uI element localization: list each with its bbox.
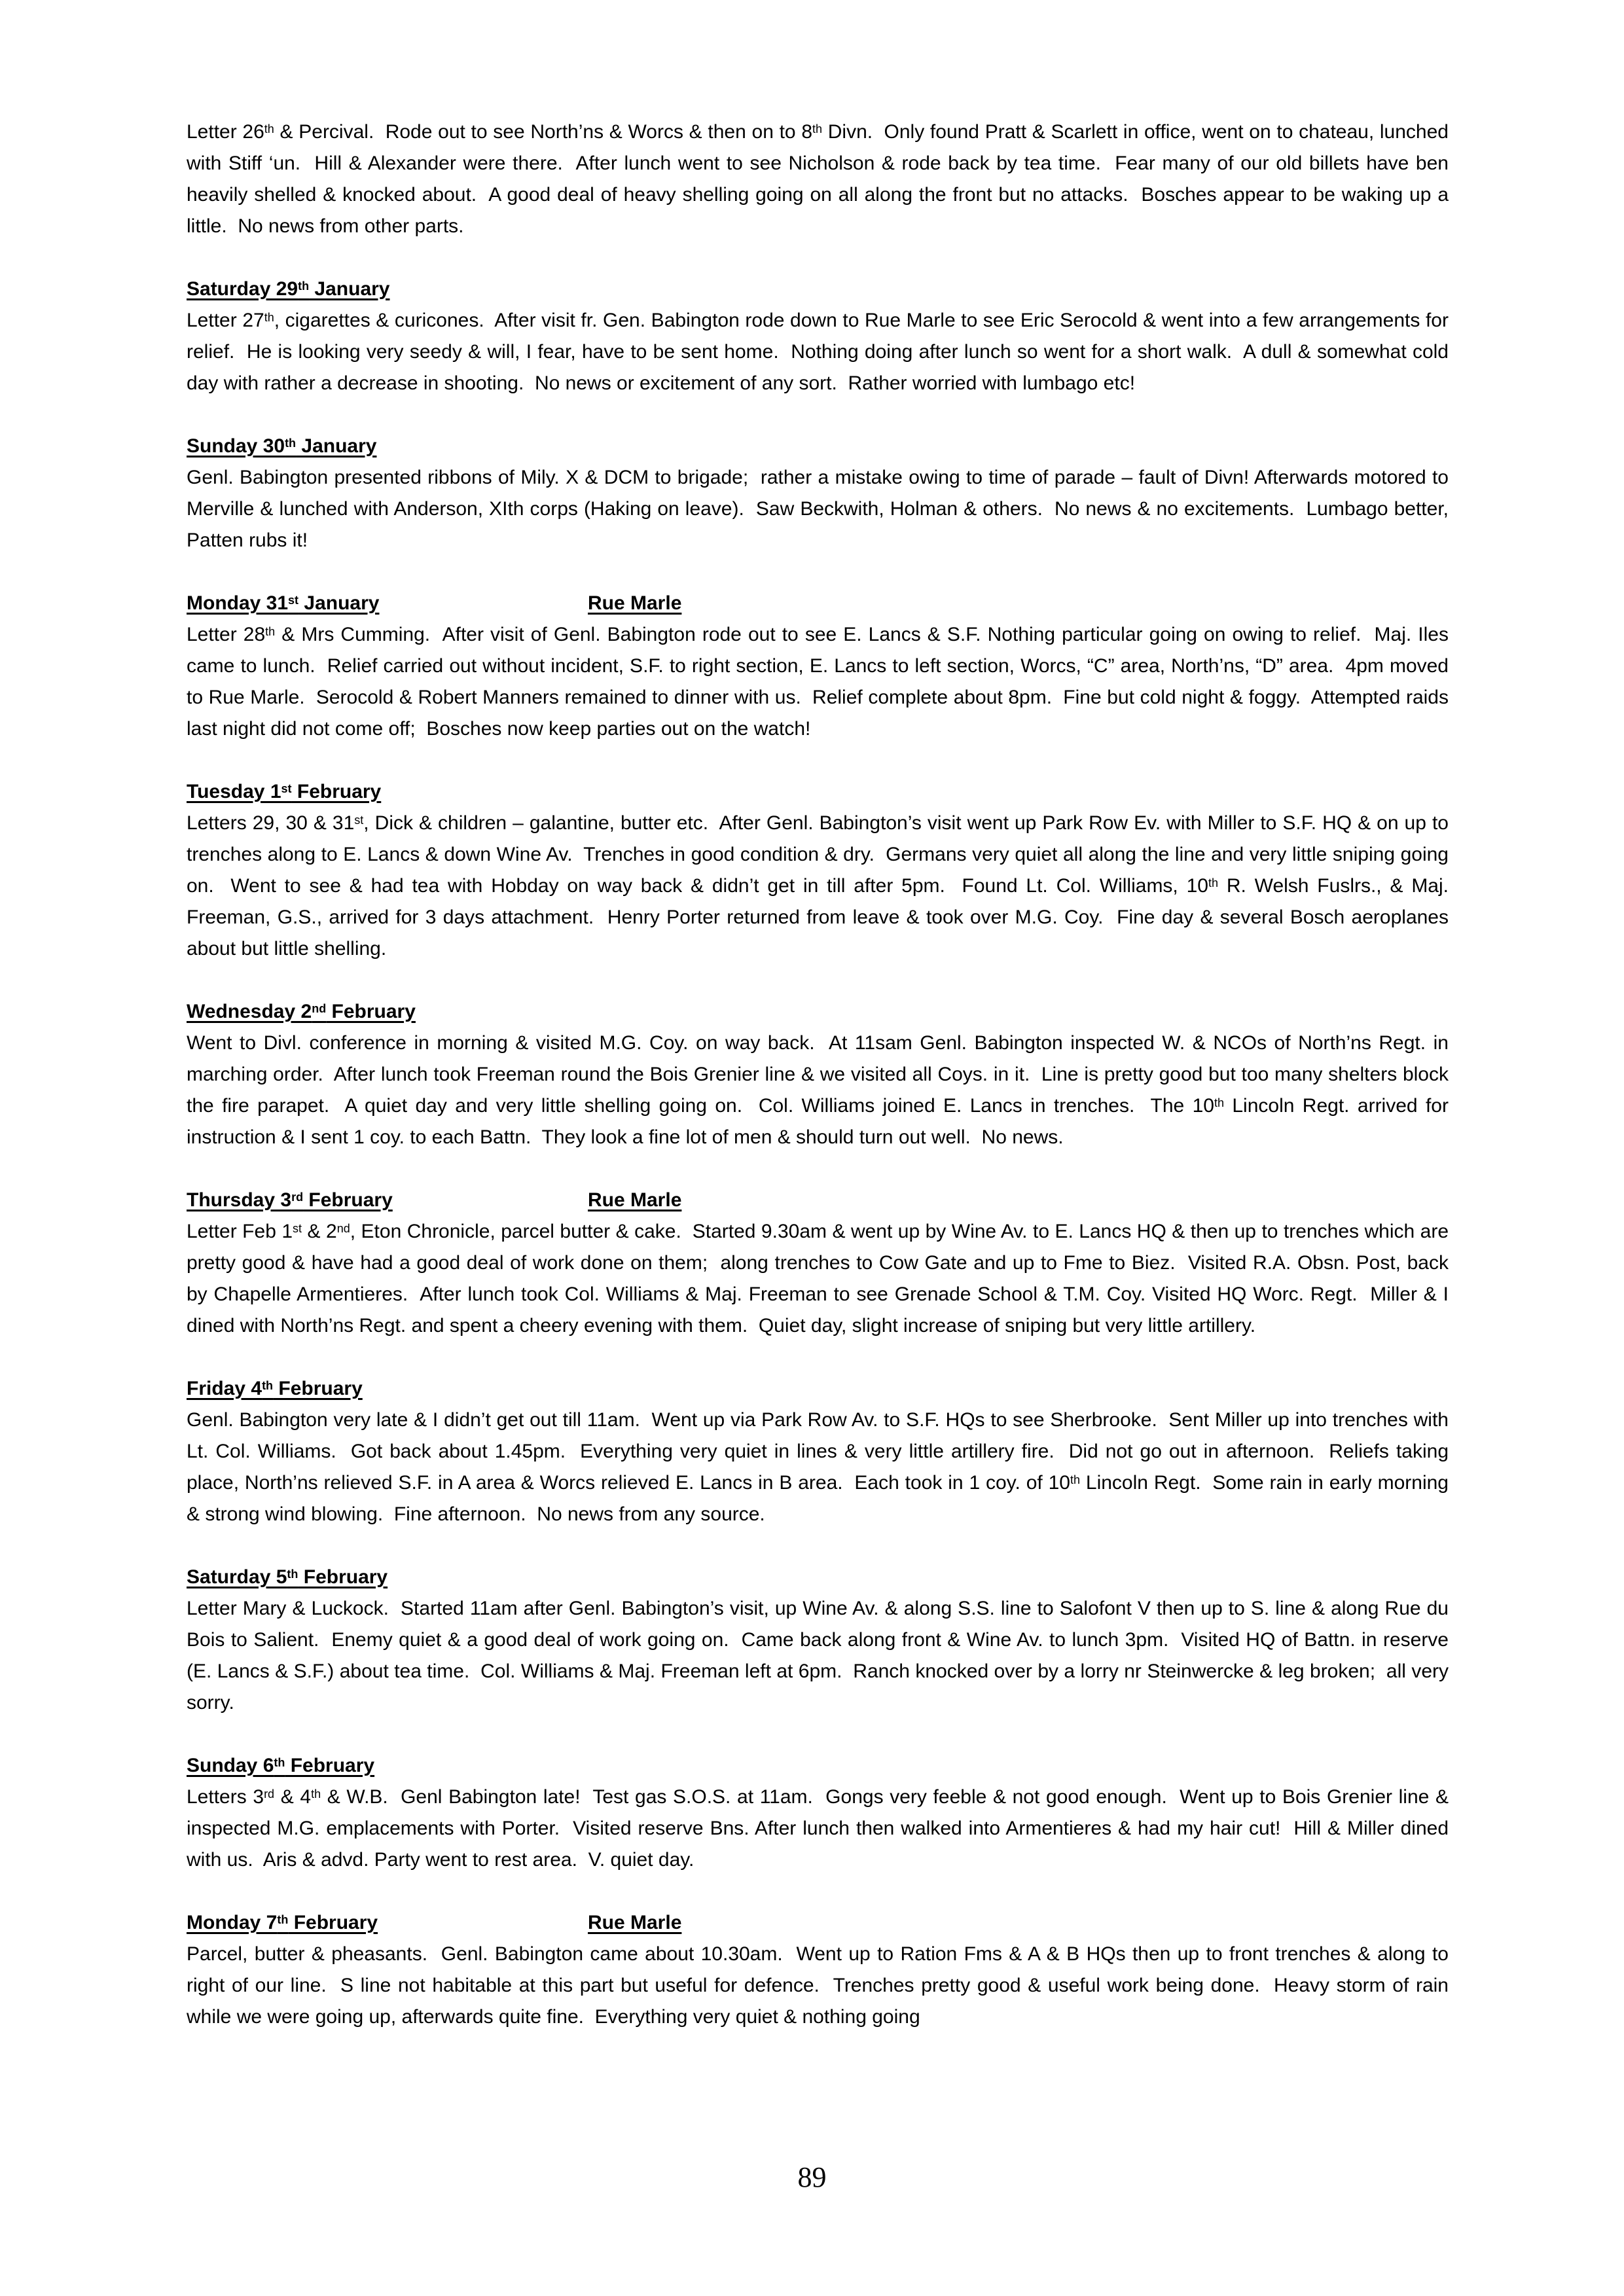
entry-body: Went to Divl. conference in morning & visited M.G. Coy. on way back. At 11sam Genl. Babington inspected W. & NCOs of North’ns Regt. in marching order. After lunch took Freeman round the Bois Grenier line & we visited all Coys. in it. Line is pretty good but too many shelters block the fire parapet. A quiet day and very little shelling going on. Col. Williams joined E. Lancs in trenches. The 10th Lincoln Regt. arrived for instruction & I sent 1 coy. to each Battn. They look a fine lot of men & should turn out well. No news.: [187, 1032, 1449, 1148]
entry-body: Letter Mary & Luckock. Started 11am after Genl. Babington’s visit, up Wine Av. & along S.S. line to Salofont V then up to S. line & along Rue du Bois to Salient. Enemy quiet & a good deal of work going on. Came back along front & Wine Av. to lunch 3pm. Visited HQ of Battn. in reserve (E. Lancs & S.F.) about tea time. Col. Williams & Maj. Freeman left at 6pm. Ranch knocked over by a lorry nr Steinwercke & leg broken; all very sorry.: [187, 1598, 1449, 1713]
entry-place-heading: Rue Marle: [588, 1912, 682, 1933]
entry-headline: [187, 1373, 1449, 1405]
entry-headline: [187, 431, 1449, 462]
entry-headline: [187, 274, 1449, 305]
entry-body: Genl. Babington presented ribbons of Mily. X & DCM to brigade; rather a mistake owing to time of parade – fault of Divn! Afterwards motored to Merville & lunched with Anderson, XIth corps (Haking on leave). Saw Beckwith, Holman & others. No news & no excitements. Lumbago better, Patten rubs it!: [187, 467, 1449, 551]
diary-entry: [187, 274, 1449, 399]
entry-headline: [187, 1907, 1449, 1939]
diary-entry: [187, 1907, 1449, 2033]
diary-content: [187, 117, 1449, 2033]
entry-date-heading: Tuesday 1st February: [187, 781, 382, 802]
entry-date-heading: Thursday 3rd February: [187, 1189, 393, 1211]
entry-body-continued: Letter 26th & Percival. Rode out to see North’ns & Worcs & then on to 8th Divn. Only found Pratt & Scarlett in office, went on to chateau, lunched with Stiff ‘un. Hill & Alexander were there. After lunch went to see Nicholson & rode back by tea time. Fear many of our old billets have ben heavily shelled & knocked about. A good deal of heavy shelling going on all along the front but no attacks. Bosches appear to be waking up a little. No news from other parts.: [187, 121, 1449, 237]
entry-date-heading: Monday 31st January: [187, 592, 380, 614]
entry-body: Genl. Babington very late & I didn’t get out till 11am. Went up via Park Row Av. to S.F. HQs to see Sherbrooke. Sent Miller up into trenches with Lt. Col. Williams. Got back about 1.45pm. Everything very quiet in lines & very little artillery fire. Did not go out in afternoon. Reliefs taking place, North’ns relieved S.F. in A area & Worcs relieved E. Lancs in B area. Each took in 1 coy. of 10th Lincoln Regt. Some rain in early morning & strong wind blowing. Fine afternoon. No news from any source.: [187, 1409, 1449, 1525]
entry-place-heading: Rue Marle: [588, 1189, 682, 1211]
diary-entry: [187, 588, 1449, 745]
diary-entry: [187, 776, 1449, 965]
entry-date-heading: Sunday 6th February: [187, 1755, 375, 1776]
diary-entry: [187, 1562, 1449, 1719]
entry-body: Letters 29, 30 & 31st, Dick & children – galantine, butter etc. After Genl. Babington’s visit went up Park Row Ev. with Miller to S.F. HQ & on up to trenches along to E. Lancs & down Wine Av. Trenches in good condition & dry. Germans very quiet all along the line and very little sniping going on. Went to see & had tea with Hobday on way back & didn’t get in till after 5pm. Found Lt. Col. Williams, 10th R. Welsh Fuslrs., & Maj. Freeman, G.S., arrived for 3 days attachment. Henry Porter returned from leave & took over M.G. Coy. Fine day & several Bosch aeroplanes about but little shelling.: [187, 812, 1449, 960]
entry-body: Letter 28th & Mrs Cumming. After visit of Genl. Babington rode out to see E. Lancs & S.F. Nothing particular going on owing to relief. Maj. Iles came to lunch. Relief carried out without incident, S.F. to right section, E. Lancs to left section, Worcs, “C” area, North’ns, “D” area. 4pm moved to Rue Marle. Serocold & Robert Manners remained to dinner with us. Relief complete about 8pm. Fine but cold night & foggy. Attempted raids last night did not come off; Bosches now keep parties out on the watch!: [187, 624, 1449, 740]
entry-headline: [187, 1562, 1449, 1593]
entry-headline: [187, 1185, 1449, 1216]
entry-place-heading: Rue Marle: [588, 592, 682, 614]
entry-body: Letter Feb 1st & 2nd, Eton Chronicle, parcel butter & cake. Started 9.30am & went up by Wine Av. to E. Lancs HQ & then up to trenches which are pretty good & have had a good deal of work done on them; along trenches to Cow Gate and up to Fme to Biez. Visited R.A. Obsn. Post, back by Chapelle Armentieres. After lunch took Col. Williams & Maj. Freeman to see Grenade School & T.M. Coy. Visited HQ Worc. Regt. Miller & I dined with North’ns Regt. and spent a cheery evening with them. Quiet day, slight increase of sniping but very little artillery.: [187, 1221, 1449, 1336]
entry-date-heading: Monday 7th February: [187, 1912, 378, 1933]
diary-entry: [187, 1373, 1449, 1530]
entry-headline: [187, 588, 1449, 619]
entry-body: Parcel, butter & pheasants. Genl. Babington came about 10.30am. Went up to Ration Fms & A & B HQs then up to front trenches & along to right of our line. S line not habitable at this part but useful for defence. Trenches pretty good & useful work being done. Heavy storm of rain while we were going up, afterwards quite fine. Everything very quiet & nothing going: [187, 1943, 1449, 2028]
entry-date-heading: Saturday 5th February: [187, 1566, 388, 1588]
diary-entry: [187, 431, 1449, 556]
entry-body: Letter 27th, cigarettes & curicones. After visit fr. Gen. Babington rode down to Rue Marle to see Eric Serocold & went into a few arrangements for relief. He is looking very seedy & will, I fear, have to be sent home. Nothing doing after lunch so went for a short walk. A dull & somewhat cold day with rather a decrease in shooting. No news or excitement of any sort. Rather worried with lumbago etc!: [187, 310, 1449, 394]
entry-date-heading: Saturday 29th January: [187, 278, 390, 300]
page-number: 89: [797, 2161, 827, 2193]
entry-headline: [187, 1750, 1449, 1782]
entry-date-heading: Wednesday 2nd February: [187, 1001, 416, 1022]
entry-date-heading: Sunday 30th January: [187, 435, 377, 457]
entry-headline: [187, 996, 1449, 1028]
diary-entry: [187, 1750, 1449, 1876]
entry-body: Letters 3rd & 4th & W.B. Genl Babington late! Test gas S.O.S. at 11am. Gongs very feeble & not good enough. Went up to Bois Grenier line & inspected M.G. emplacements with Porter. Visited reserve Bns. After lunch then walked into Armentieres & had my hair cut! Hill & Miller dined with us. Aris & advd. Party went to rest area. V. quiet day.: [187, 1786, 1449, 1871]
entry-date-heading: Friday 4th February: [187, 1378, 363, 1399]
diary-entry: [187, 996, 1449, 1153]
diary-entry: [187, 1185, 1449, 1342]
entry-headline: [187, 776, 1449, 808]
